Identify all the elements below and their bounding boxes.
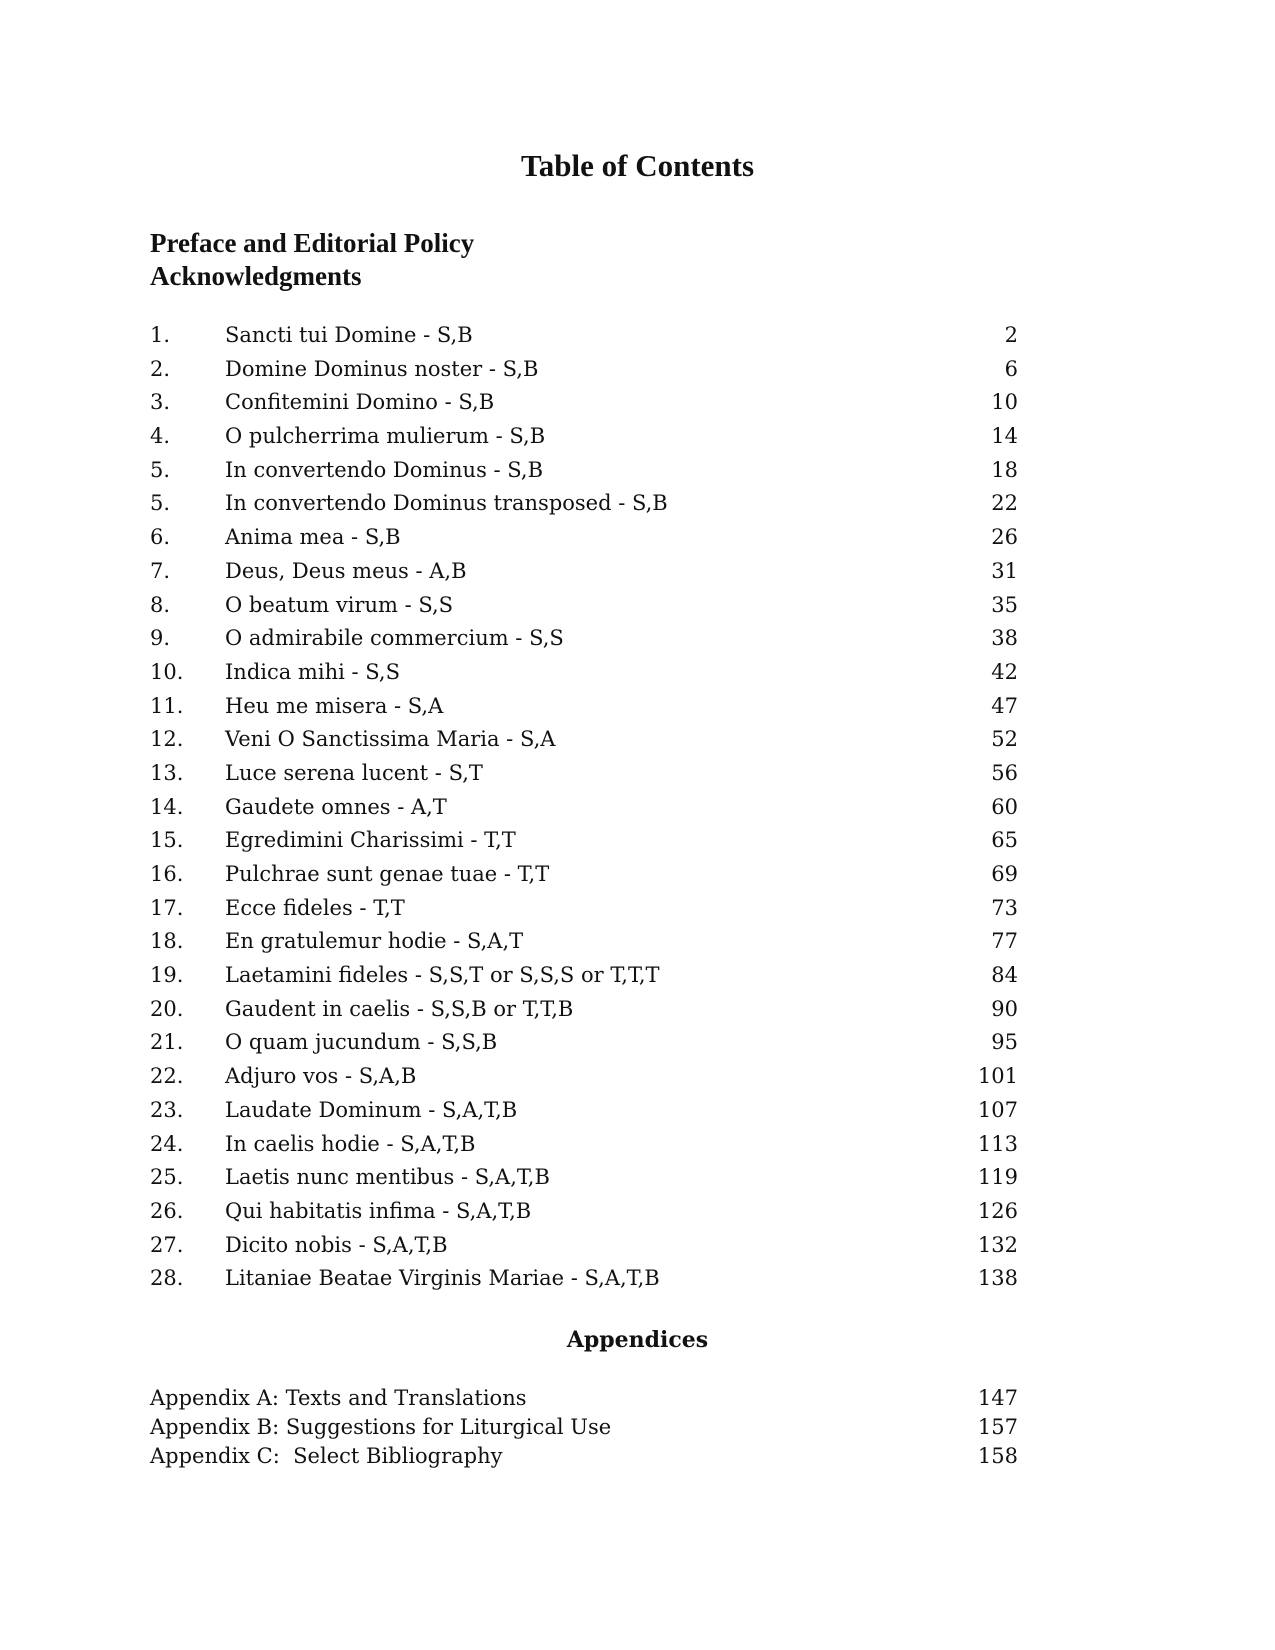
toc-entry-title: Indica mihi - S,S xyxy=(225,659,400,684)
appendix-entry-page: 157 xyxy=(977,1415,1018,1439)
toc-entry xyxy=(150,420,1018,454)
toc-entry-title: Luce serena lucent - S,T xyxy=(225,760,483,785)
toc-entry-number: 6. xyxy=(150,525,171,550)
toc-entry-title: In convertendo Dominus - S,B xyxy=(225,457,544,482)
toc-entry xyxy=(150,993,1018,1027)
toc-entry-title: Dicito nobis - S,A,T,B xyxy=(225,1232,448,1257)
page-title: Table of Contents xyxy=(520,148,755,183)
toc-entry-page: 31 xyxy=(991,558,1018,583)
toc-entry-page: 56 xyxy=(991,760,1018,785)
toc-entry-page: 35 xyxy=(991,592,1018,617)
toc-entry-title: In caelis hodie - S,A,T,B xyxy=(225,1131,476,1156)
toc-entry-page: 73 xyxy=(991,895,1018,920)
toc-entry-page: 2 xyxy=(1004,323,1018,347)
toc-entry-page: 60 xyxy=(991,794,1018,819)
toc-entry-number: 5. xyxy=(150,491,171,516)
toc-entry xyxy=(150,1195,1018,1229)
toc-entry-title: Laetis nunc mentibus - S,A,T,B xyxy=(225,1165,550,1190)
toc-entry xyxy=(150,1026,1018,1060)
toc-entry xyxy=(150,319,1018,353)
appendix-entry xyxy=(150,1413,1018,1442)
toc-entry-number: 9. xyxy=(150,626,171,651)
toc-entry-number: 17. xyxy=(150,895,184,920)
toc-entry-page: 90 xyxy=(991,996,1018,1021)
toc-entry-page: 77 xyxy=(991,929,1018,954)
toc-entry xyxy=(150,1262,1018,1296)
toc-entry-title: Pulchrae sunt genae tuae - T,T xyxy=(225,862,550,886)
toc-entry xyxy=(150,690,1018,724)
toc-entry xyxy=(150,454,1018,488)
toc-entry xyxy=(150,757,1018,791)
toc-entry-page: 65 xyxy=(991,828,1018,853)
toc-entry-title: Ecce fideles - T,T xyxy=(225,895,405,920)
toc-entry xyxy=(150,723,1018,757)
toc-entry-number: 2. xyxy=(150,356,171,381)
appendices-heading: Appendices xyxy=(566,1327,709,1353)
toc-entry-title: Litaniae Beatae Virginis Mariae - S,A,T,B xyxy=(225,1266,660,1291)
toc-entry-page: 18 xyxy=(991,457,1018,482)
toc-entry xyxy=(150,959,1018,993)
toc-entry-number: 28. xyxy=(150,1266,184,1291)
toc-entry-page: 84 xyxy=(991,963,1018,988)
toc-entry-page: 22 xyxy=(991,491,1018,516)
toc-entry-number: 10. xyxy=(150,659,184,684)
toc-entry-page: 6 xyxy=(1004,356,1018,381)
appendix-entry-page: 158 xyxy=(977,1444,1018,1468)
toc-entry-title: En gratulemur hodie - S,A,T xyxy=(225,929,524,954)
toc-entry-title: O admirabile commercium - S,S xyxy=(225,626,564,651)
toc-entry-number: 25. xyxy=(150,1165,184,1190)
toc-entry-number: 19. xyxy=(150,963,184,988)
toc-entry-number: 24. xyxy=(150,1131,184,1156)
front-matter xyxy=(150,227,474,293)
toc-entry-page: 26 xyxy=(991,525,1018,550)
toc-entry-title: Confitemini Domino - S,B xyxy=(225,390,495,415)
toc-entry-title: Adjuro vos - S,A,B xyxy=(225,1064,417,1089)
toc-entry-number: 26. xyxy=(150,1198,184,1223)
toc-entry xyxy=(150,656,1018,690)
toc-entry-page: 126 xyxy=(977,1198,1018,1223)
toc-entry-number: 27. xyxy=(150,1232,184,1257)
toc-entry-title: O quam jucundum - S,S,B xyxy=(225,1030,498,1055)
toc-entry-page: 132 xyxy=(977,1232,1018,1257)
toc-entry-title: O pulcherrima mulierum - S,B xyxy=(225,424,546,449)
toc-entry-number: 7. xyxy=(150,558,171,583)
toc-entry xyxy=(150,1161,1018,1195)
toc-entry-title: Gaudete omnes - A,T xyxy=(225,794,447,819)
front-matter-acknowledgments: Acknowledgments xyxy=(150,261,362,291)
toc-entry xyxy=(150,925,1018,959)
appendix-entry-title: Appendix B: Suggestions for Liturgical Use xyxy=(150,1415,612,1439)
toc-entry-title: In convertendo Dominus transposed - S,B xyxy=(225,491,668,516)
toc-entry-number: 4. xyxy=(150,424,171,449)
toc-entry-title: Egredimini Charissimi - T,T xyxy=(225,828,516,853)
toc-entry xyxy=(150,589,1018,623)
toc-entry-page: 69 xyxy=(991,862,1018,886)
toc-entry-page: 47 xyxy=(991,693,1018,718)
toc-entry-number: 13. xyxy=(150,760,184,785)
toc-entry-title: Sancti tui Domine - S,B xyxy=(225,323,473,347)
appendix-list xyxy=(150,1384,1018,1471)
toc-entry-page: 138 xyxy=(977,1266,1018,1291)
toc-entry xyxy=(150,1128,1018,1162)
toc-entry-title: Domine Dominus noster - S,B xyxy=(225,356,539,381)
toc-entry xyxy=(150,824,1018,858)
toc-entry-number: 8. xyxy=(150,592,171,617)
toc-entry-page: 113 xyxy=(977,1131,1018,1156)
toc-entry-number: 14. xyxy=(150,794,184,819)
appendix-entry-page: 147 xyxy=(977,1386,1018,1410)
toc-entry-page: 101 xyxy=(977,1064,1018,1089)
toc-entry xyxy=(150,1060,1018,1094)
toc-entry xyxy=(150,892,1018,926)
appendix-entry-title: Appendix C: Select Bibliography xyxy=(150,1444,503,1468)
toc-entry-page: 42 xyxy=(991,659,1018,684)
toc-entry-number: 5. xyxy=(150,457,171,482)
toc-entry-title: Anima mea - S,B xyxy=(225,525,401,550)
toc-entry-number: 20. xyxy=(150,996,184,1021)
toc-entry-list xyxy=(150,319,1018,1296)
toc-entry-number: 22. xyxy=(150,1064,184,1089)
appendix-entry xyxy=(150,1442,1018,1471)
toc-entry-page: 14 xyxy=(991,424,1018,449)
toc-entry xyxy=(150,791,1018,825)
toc-entry xyxy=(150,487,1018,521)
toc-entry xyxy=(150,1094,1018,1128)
appendix-entry-title: Appendix A: Texts and Translations xyxy=(150,1386,527,1410)
toc-entry-title: Deus, Deus meus - A,B xyxy=(225,558,467,583)
toc-entry-number: 3. xyxy=(150,390,171,415)
toc-entry-page: 107 xyxy=(977,1097,1018,1122)
toc-entry-number: 12. xyxy=(150,727,184,752)
toc-entry xyxy=(150,353,1018,387)
toc-entry-page: 52 xyxy=(991,727,1018,752)
toc-entry xyxy=(150,1229,1018,1263)
toc-entry-title: Qui habitatis infima - S,A,T,B xyxy=(225,1198,532,1223)
toc-entry xyxy=(150,555,1018,589)
appendix-entry xyxy=(150,1384,1018,1413)
toc-entry-number: 18. xyxy=(150,929,184,954)
toc-entry-title: Gaudent in caelis - S,S,B or T,T,B xyxy=(225,996,574,1021)
toc-entry-number: 16. xyxy=(150,862,184,886)
toc-entry-number: 23. xyxy=(150,1097,184,1122)
toc-entry-page: 119 xyxy=(977,1165,1018,1190)
toc-entry-number: 11. xyxy=(150,693,184,718)
toc-entry-page: 95 xyxy=(991,1030,1018,1055)
toc-entry-title: Laetamini fideles - S,S,T or S,S,S or T,T,T xyxy=(225,963,660,988)
toc-entry-number: 1. xyxy=(150,323,171,347)
toc-entry-title: Heu me misera - S,A xyxy=(225,693,444,718)
toc-entry-number: 21. xyxy=(150,1030,184,1055)
toc-entry xyxy=(150,858,1018,892)
toc-entry-number: 15. xyxy=(150,828,184,853)
toc-entry-title: Laudate Dominum - S,A,T,B xyxy=(225,1097,518,1122)
toc-entry xyxy=(150,521,1018,555)
front-matter-preface: Preface and Editorial Policy xyxy=(150,228,475,258)
toc-entry-page: 10 xyxy=(991,390,1018,415)
toc-entry xyxy=(150,622,1018,656)
toc-entry-title: O beatum virum - S,S xyxy=(225,592,454,617)
toc-entry-title: Veni O Sanctissima Maria - S,A xyxy=(225,727,556,752)
toc-entry xyxy=(150,386,1018,420)
toc-entry-page: 38 xyxy=(991,626,1018,651)
